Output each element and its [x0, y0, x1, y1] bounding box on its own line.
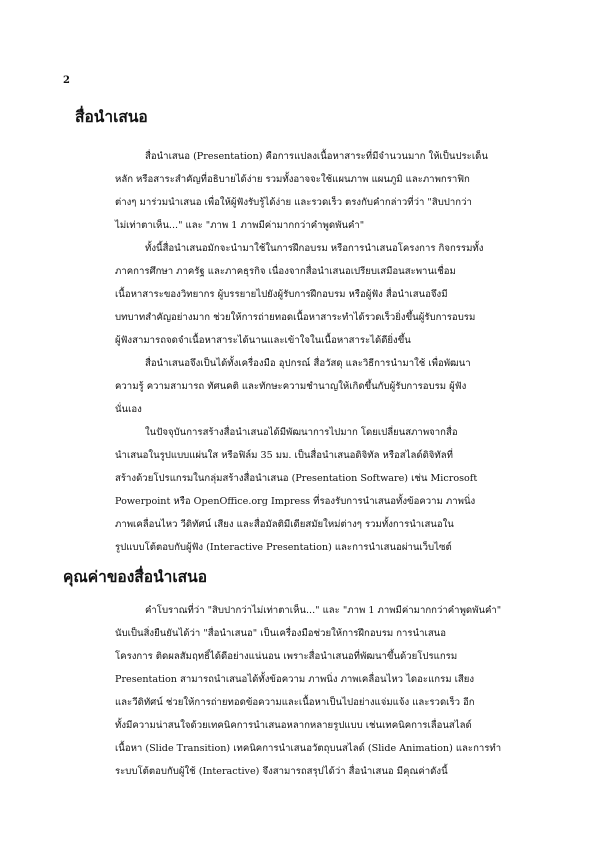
paragraph-current-development [115, 421, 478, 559]
text-line: ไม่เท่าตาเห็น..." และ "ภาพ 1 ภาพมีค่ามากกว่าคำพูดพันคำ" [115, 220, 365, 231]
text-line: ต่างๆ มาร่วมนำเสนอ เพื่อให้ผู้ฟังรับรู้ได้ง่าย และรวดเร็ว ตรงกับคำกล่าวที่ว่า "สิบปากว่า [115, 197, 472, 208]
text-line: สื่อนำเสนอ (Presentation) คือการแปลงเนื้อหาสาระที่มีจำนวนมาก ให้เป็นประเด็น [145, 151, 488, 162]
text-line: ภาคการศึกษา ภาครัฐ และภาคธุรกิจ เนื่องจากสื่อนำเสนอเปรียบเสมือนสะพานเชื่อม [115, 266, 456, 277]
text-line: โครงการ ติดผลสัมฤทธิ์ได้ดีอย่างแน่นอน เพราะสื่อนำเสนอที่พัฒนาขึ้นด้วยโปรแกรม [115, 651, 458, 662]
text-line: และวีดิทัศน์ ช่วยให้การถ่ายทอดข้อความและเนื้อหาเป็นไปอย่างแจ่มแจ้ง และรวดเร็ว อีก [115, 697, 475, 708]
text-line: นับเป็นสิ่งยืนยันได้ว่า "สื่อนำเสนอ" เป็นเครื่องมือช่วยให้การฝึกอบรม การนำเสนอ [115, 628, 446, 639]
text-line: สร้างด้วยโปรแกรมในกลุ่มสร้างสื่อนำเสนอ (Presentation Software) เช่น Microsoft [115, 473, 478, 484]
text-line: ทั้งนี้สื่อนำเสนอมักจะนำมาใช้ในการฝึกอบรม หรือการนำเสนอโครงการ กิจกรรมทั้ง [145, 243, 484, 254]
text-line: ผู้ฟังสามารถจดจำเนื้อหาสาระได้นานและเข้าใจในเนื้อหาสาระได้ดียิ่งขึ้น [115, 335, 411, 346]
paragraph-tools [115, 352, 473, 421]
text-line: นำเสนอในรูปแบบแผ่นใส หรือฟิล์ม 35 มม. เป็นสื่อนำเสนอดิจิทัล หรือสไลด์ดิจิทัลที่ [115, 450, 453, 461]
text-line: บทบาทสำคัญอย่างมาก ช่วยให้การถ่ายทอดเนื้อหาสาระทำได้รวดเร็วยิ่งขึ้นผู้รับการอบรม [115, 312, 476, 323]
paragraph-usage [115, 237, 484, 352]
section-heading-presentation-media: สื่อนำเสนอ [75, 107, 148, 126]
paragraph-value [115, 599, 502, 783]
text-line: คำโบราณที่ว่า "สิบปากว่าไม่เท่าตาเห็น..." และ "ภาพ 1 ภาพมีค่ามากกว่าคำพูดพันคำ" [145, 605, 502, 616]
text-line: ทั้งมีความน่าสนใจด้วยเทคนิคการนำเสนอหลากหลายรูปแบบ เช่นเทคนิคการเลื่อนสไลด์ [115, 720, 472, 731]
text-line: หลัก หรือสาระสำคัญที่อธิบายได้ง่าย รวมทั้งอาจจะใช้แผนภาพ แผนภูมิ และภาพกราฟิก [115, 174, 470, 185]
text-line: Powerpoint หรือ OpenOffice.org Impress ที่รองรับการนำเสนอทั้งข้อความ ภาพนิ่ง [115, 496, 476, 507]
text-line: เนื้อหาสาระของวิทยากร ผู้บรรยายไปยังผู้รับการฝึกอบรม หรือผู้ฟัง สื่อนำเสนอจึงมี [115, 289, 448, 300]
text-line: เนื้อหา (Slide Transition) เทคนิคการนำเสนอวัตถุบนสไลด์ (Slide Animation) และการทำ [115, 743, 502, 754]
text-line: รูปแบบโต้ตอบกับผู้ฟัง (Interactive Presentation) และการนำเสนอผ่านเว็บไซต์ [115, 542, 452, 553]
section-heading-value-of-presentation: คุณค่าของสื่อนำเสนอ [63, 567, 208, 586]
text-line: ภาพเคลื่อนไหว วีดิทัศน์ เสียง และสื่อมัลติมีเดียสมัยใหม่ต่างๆ รวมทั้งการนำเสนอใน [115, 519, 454, 530]
text-line: ความรู้ ความสามารถ ทัศนคติ และทักษะความชำนาญให้เกิดขึ้นกับผู้รับการอบรม ผู้ฟัง [115, 381, 467, 392]
text-line: สื่อนำเสนอจึงเป็นได้ทั้งเครื่องมือ อุปกรณ์ สื่อวัสดุ และวิธีการนำมาใช้ เพื่อพัฒนา [145, 358, 471, 369]
text-line: Presentation สามารถนำเสนอได้ทั้งข้อความ ภาพนิ่ง ภาพเคลื่อนไหว ไดอะแกรม เสียง [115, 674, 475, 685]
text-line: ระบบโต้ตอบกับผู้ใช้ (Interactive) จึงสามารถสรุปได้ว่า สื่อนำเสนอ มีคุณค่าดังนี้ [115, 766, 448, 777]
paragraph-definition [115, 145, 488, 237]
text-line: ในปัจจุบันการสร้างสื่อนำเสนอได้มีพัฒนาการไปมาก โดยเปลี่ยนสภาพจากสื่อ [145, 427, 458, 438]
page-number: 2 [63, 75, 70, 86]
text-line: นั่นเอง [115, 404, 142, 415]
